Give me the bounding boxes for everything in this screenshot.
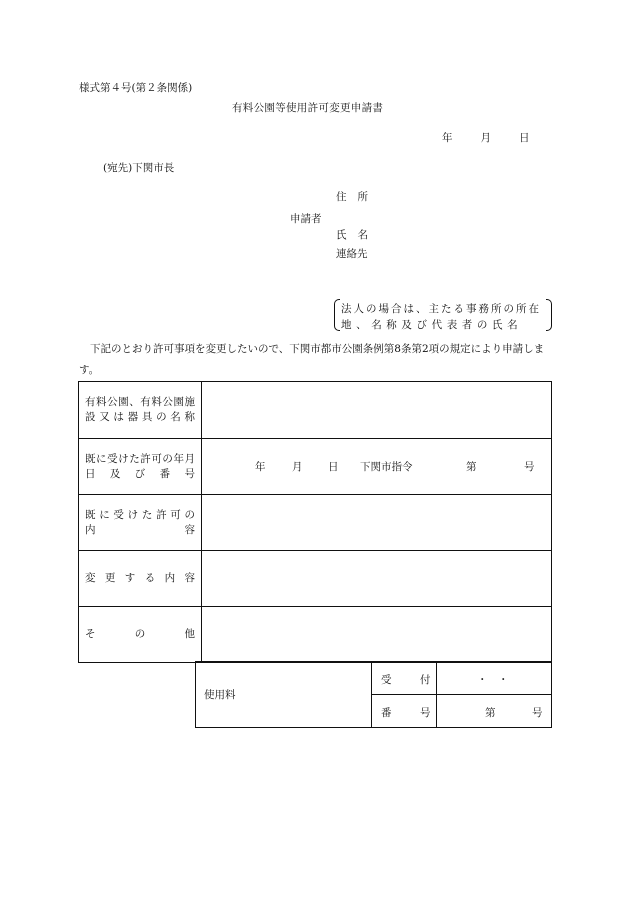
previous-permit-field[interactable] — [202, 439, 552, 495]
fee-table — [195, 661, 552, 728]
applicant-address-label — [336, 189, 368, 204]
permit-authority: 下関市指令 — [360, 461, 413, 473]
address-char-2: 所 — [357, 191, 368, 203]
date-year: 年 — [442, 132, 453, 144]
receipt-number-field[interactable]: 第 号 — [437, 695, 552, 728]
addressee: (宛先)下関市長 — [103, 162, 175, 174]
corporate-note — [334, 297, 552, 333]
application-table — [78, 381, 552, 663]
change-content-label: 変更する内容 — [79, 551, 202, 607]
permit-year: 年 — [255, 461, 266, 473]
right-bracket — [546, 299, 552, 331]
previous-permit-label: 既に受けた許可の年月日及び番号 — [79, 439, 202, 495]
permit-day: 日 — [328, 461, 339, 473]
applicant-label: 申請者 — [290, 213, 322, 225]
previous-permit-content-field[interactable] — [202, 495, 552, 551]
other-label: そ の 他 — [79, 607, 202, 663]
request-statement: 下記のとおり許可事項を変更したいので、下関市都市公園条例第8条第2項の規定により申請します。 — [79, 343, 545, 376]
permit-dai: 第 — [466, 461, 477, 473]
form-number: 様式第４号(第２条関係) — [79, 82, 193, 94]
left-bracket — [334, 299, 340, 331]
applicant-contact-label: 連絡先 — [336, 248, 368, 260]
receipt-label: 受 付 — [372, 662, 437, 695]
corporate-note-line2: 地、名称及び代表者の氏名 — [341, 319, 523, 331]
facility-name-field[interactable] — [202, 382, 552, 439]
applicant-name-label — [336, 227, 368, 242]
number-label: 番 号 — [372, 695, 437, 728]
change-content-field[interactable] — [202, 551, 552, 607]
date-day: 日 — [519, 132, 530, 144]
corporate-note-line1: 法人の場合は、主たる事務所の所在 — [341, 303, 541, 315]
other-field[interactable] — [202, 607, 552, 663]
name-char-2: 名 — [357, 229, 368, 241]
application-date — [442, 130, 530, 145]
facility-name-label: 有料公園、有料公園施設又は器具の名称 — [79, 382, 202, 439]
name-char-1: 氏 — [336, 229, 347, 241]
usage-fee-label: 使用料 — [196, 662, 372, 728]
receipt-date-field[interactable]: ・ ・ — [437, 662, 552, 695]
permit-month: 月 — [292, 461, 303, 473]
previous-permit-content-label: 既に受けた許可の 内 容 — [79, 495, 202, 551]
address-char-1: 住 — [336, 191, 347, 203]
permit-go: 号 — [524, 461, 535, 473]
document-title: 有料公園等使用許可変更申請書 — [232, 102, 384, 114]
date-month: 月 — [480, 132, 491, 144]
